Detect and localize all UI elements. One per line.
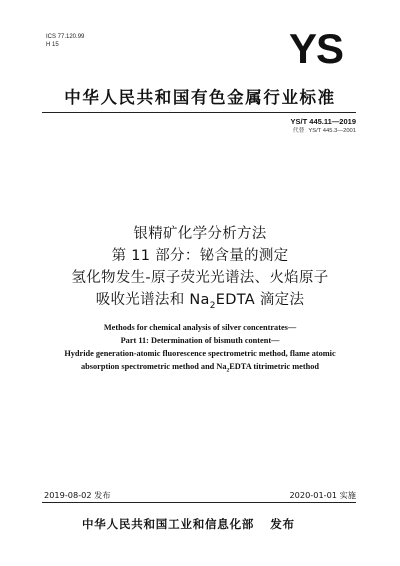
replaces-label: 代替	[292, 128, 305, 134]
replaces-number: YS/T 445.3—2001	[308, 128, 356, 134]
ccs-code: H 15	[46, 42, 59, 48]
publisher-name: 中华人民共和国工业和信息化部	[82, 517, 255, 531]
classification-codes	[46, 33, 84, 49]
cn-title-line-1: 银精矿化学分析方法	[133, 226, 267, 242]
cn-title-line-4-sub: 2	[209, 300, 216, 311]
cn-title-line-4	[10, 289, 390, 317]
cn-title-line-4-post: EDTA 滴定法	[215, 292, 305, 308]
issue-date: 2019-08-02 发布	[44, 490, 111, 500]
en-title-line-4-sub: 2	[226, 367, 230, 374]
cn-title-line-3: 氢化物发生-原子荧光光谱法、火焰原子	[71, 270, 329, 286]
ys-logo-text: YS	[288, 30, 344, 66]
replaces-line	[291, 127, 356, 136]
document-number: YS/T 445.11—2019	[290, 117, 356, 126]
english-title	[10, 321, 390, 378]
en-title-line-4-post: EDTA titrimetric method	[229, 362, 319, 371]
cn-title-line-4-pre: 吸收光谱法和 Na	[95, 292, 210, 308]
cn-title-line-2: 第 11 部分：铋含量的测定	[111, 248, 289, 264]
chinese-title	[10, 223, 390, 317]
publisher-line	[82, 516, 295, 532]
ys-logo	[277, 30, 355, 66]
header-divider	[42, 112, 356, 113]
implementation-date: 2020-01-01 实施	[289, 490, 356, 500]
publisher-action: 发布	[270, 517, 295, 531]
ics-code: ICS 77.120.99	[46, 34, 85, 40]
en-title-line-3: Hydride generation-atomic fluorescence spectrometric method, flame atomic	[64, 349, 336, 358]
en-title-line-2: Part 11: Determination of bismuth content—	[120, 336, 280, 345]
footer-divider	[42, 502, 356, 503]
en-title-line-1: Methods for chemical analysis of silver concentrates—	[103, 323, 297, 332]
standard-type-title: 中华人民共和国有色金属行业标准	[64, 88, 336, 107]
en-title-line-4	[10, 360, 390, 378]
document-number-block	[291, 117, 356, 136]
en-title-line-4-pre: absorption spectrometric method and Na	[81, 362, 227, 371]
